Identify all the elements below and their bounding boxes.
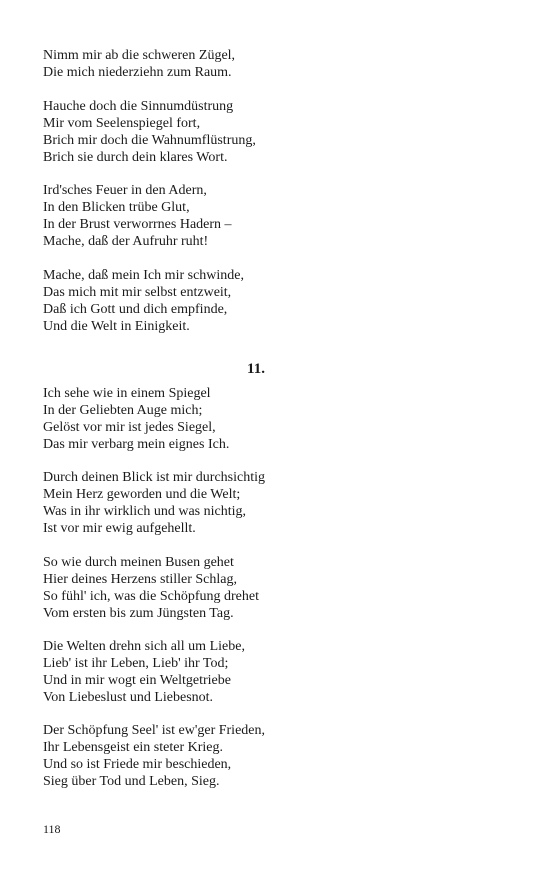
stanza [43,723,265,791]
stanza [43,386,229,454]
verse-line: Der Schöpfung Seel' ist ew'ger Frieden, [43,723,265,738]
verse-line: Ihr Lebensgeist ein steter Krieg. [43,739,223,755]
verse-line: Und die Welt in Einigkeit. [43,318,190,334]
verse-line: Vom ersten bis zum Jüngsten Tag. [43,605,234,621]
verse-line: Das mir verbarg mein eignes Ich. [43,436,230,452]
verse-line: Mir vom Seelenspiegel fort, [43,115,201,131]
verse-line: So wie durch meinen Busen gehet [43,555,234,570]
stanza [43,268,244,336]
verse-line: Von Liebeslust und Liebesnot. [43,689,214,705]
verse-line: Mache, daß mein Ich mir schwinde, [43,268,244,283]
verse-line: Gelöst vor mir ist jedes Siegel, [43,419,216,435]
verse-line: Das mich mit mir selbst entzweit, [43,284,232,300]
verse-line: Brich mir doch die Wahnumflüstrung, [43,132,256,148]
stanza [43,470,265,538]
verse-line: Mache, daß der Aufruhr ruht! [43,233,209,249]
verse-line: Ird'sches Feuer in den Adern, [43,183,207,198]
verse-line: Und so ist Friede mir beschieden, [43,756,232,772]
verse-line: Hauche doch die Sinnumdüstrung [43,99,234,114]
verse-line: Und in mir wogt ein Weltgetriebe [43,672,231,688]
verse-line: Daß ich Gott und dich empfinde, [43,301,228,317]
verse-line: Mein Herz geworden und die Welt; [43,486,241,502]
stanza [43,555,259,623]
stanza [43,639,245,707]
stanza [43,48,235,82]
verse-line: In der Brust verworrnes Hadern – [43,216,232,232]
verse-line: Ich sehe wie in einem Spiegel [43,386,211,401]
poem-number-heading: 11. [247,361,265,377]
verse-line: Durch deinen Blick ist mir durchsichtig [43,470,266,485]
verse-line: Ist vor mir ewig aufgehellt. [43,520,196,536]
verse-line: In der Geliebten Auge mich; [43,402,203,418]
verse-line: Nimm mir ab die schweren Zügel, [43,48,236,63]
verse-line: Die Welten drehn sich all um Liebe, [43,639,245,654]
verse-line: Hier deines Herzens stiller Schlag, [43,571,237,587]
verse-line: Die mich niederziehn zum Raum. [43,64,232,80]
verse-line: Was in ihr wirklich und was nichtig, [43,503,247,519]
stanza [43,99,256,167]
verse-line: Brich sie durch dein klares Wort. [43,149,228,165]
page-number: 118 [43,822,61,836]
verse-line: Sieg über Tod und Leben, Sieg. [43,773,220,789]
verse-line: In den Blicken trübe Glut, [43,199,190,215]
stanza [43,183,232,251]
verse-line: So fühl' ich, was die Schöpfung drehet [43,588,259,604]
verse-line: Lieb' ist ihr Leben, Lieb' ihr Tod; [43,655,229,671]
